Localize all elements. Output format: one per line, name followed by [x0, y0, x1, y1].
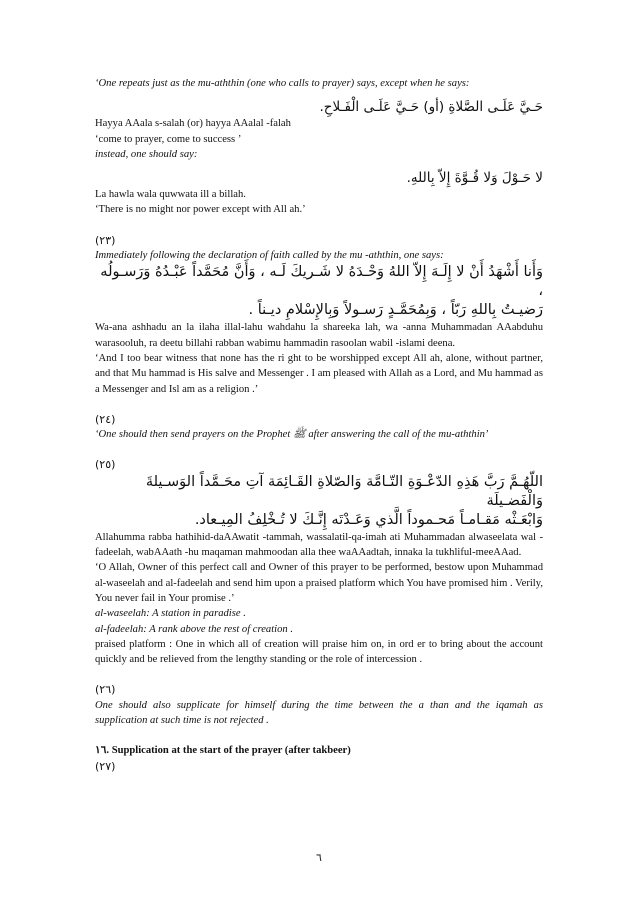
transliteration: Allahumma rabba hathihid-daAAwatit -tammah, wassalatil-qa-imah ati Muhammadan alwaseelata wal -fadeelah, wabAAath -hu maqaman mahmoodan alla thee waAAadtah, innaka la tukhliful-meeAAad. [95, 531, 543, 559]
translation: ‘come to prayer, come to success ’ [95, 133, 242, 145]
arabic-text: وَابْعَـثْه مَقـامـاً مَحـموداً الَّذي وَعَـدْتَه إِنَّـكَ لا تُـخْلِفُ المِيـعاد. [194, 511, 543, 528]
instruction-text: One should also supplicate for himself during the time between the a than and the iqamah as supplication at such time is not rejected . [95, 699, 543, 727]
hadith-number: (٢٥) [95, 458, 116, 472]
arabic-text: اللّهُـمَّ رَبَّ هَذِهِ الدّعْـوَةِ التّـامَّة وَالصّلاةِ القَـائِمَة آتِ محَـمَّداً الوَسـيلةَ وَالْفَضـيلَة [145, 473, 543, 509]
definition: al-waseelah: A station in paradise . [95, 608, 246, 620]
document-page [95, 76, 543, 774]
definition: al-fadeelah: A rank above the rest of creation . [95, 623, 294, 635]
transliteration: Hayya AAala s-salah (or) hayya AAalal -falah [95, 118, 291, 130]
hadith-number: (٢٦) [95, 683, 116, 697]
instruction-text: ‘One should then send prayers on the Prophet ﷺ after answering the call of the mu-aththin’ [95, 429, 489, 441]
translation: ‘And I too bear witness that none has the ri ght to be worshipped except All ah, alone, without partner, and that Mu hammad is His salve and Messenger . I am pleased with Allah as a Lord, and Mu hammad as a Messenger and Isl am as a religion .’ [95, 352, 543, 395]
definition: praised platform : One in which all of creation will praise him on, in ord er to bring about the account quickly and be relieved from the lengthy standing or the role of intercession . [95, 638, 543, 666]
hadith-number: (٢٧) [95, 759, 116, 773]
transliteration: La hawla wala quwwata ill a billah. [95, 189, 246, 201]
arabic-text: حَـيَّ عَلَـى الصَّلاةِ (أو) حَـيَّ عَلَـى الْفَـلاحِ. [319, 99, 543, 116]
arabic-text: رَضيـتُ بِاللهِ رَبّاً ، وَبِمُحَمَّـدٍ رَسـولاً وَبِالإِسْلامِ ديـناً . [248, 302, 543, 319]
hadith-number: (٢٣) [95, 233, 116, 247]
instruction-text: Immediately following the declaration of faith called by the mu -aththin, one says: [95, 250, 444, 262]
transliteration: Wa-ana ashhadu an la ilaha illal-lahu wahdahu la shareeka lah, wa -anna Muhammadan AAabduhu warasooluh, ra deetu billahi rabban wabimu hammadin rasoolan wabil -islami deena. [95, 322, 543, 349]
page-number: ٦ [316, 851, 322, 864]
translation: ‘There is no might nor power except with All ah.’ [95, 204, 306, 216]
section-heading: ١٦. Supplication at the start of the prayer (after takbeer) [95, 745, 351, 757]
translation: ‘O Allah, Owner of this perfect call and Owner of this prayer to be performed, bestow upon Muhammad al-waseelah and al-fadeelah and send him upon a praised platform which You have promised him . Verily, You never fail in Your promise .’ [95, 562, 543, 604]
arabic-text: وَأَنا أَشْهَدُ أَنْ لا إِلَـهَ إِلاّ اللهُ وَحْـدَهُ لا شَـريكَ لَـه ، وَأَنَّ مُحَمَّداً عَبْـدُهُ وَرَسـولُه ، [100, 264, 543, 300]
arabic-text: لا حَـوْلَ وَلا قُـوَّةَ إِلاّ بِاللهِ. [406, 170, 543, 187]
hadith-number: (٢٤) [95, 412, 116, 426]
instruction-text: instead, one should say: [95, 148, 198, 160]
intro-text: ‘One repeats just as the mu-aththin (one who calls to prayer) says, except when he says: [95, 78, 470, 89]
